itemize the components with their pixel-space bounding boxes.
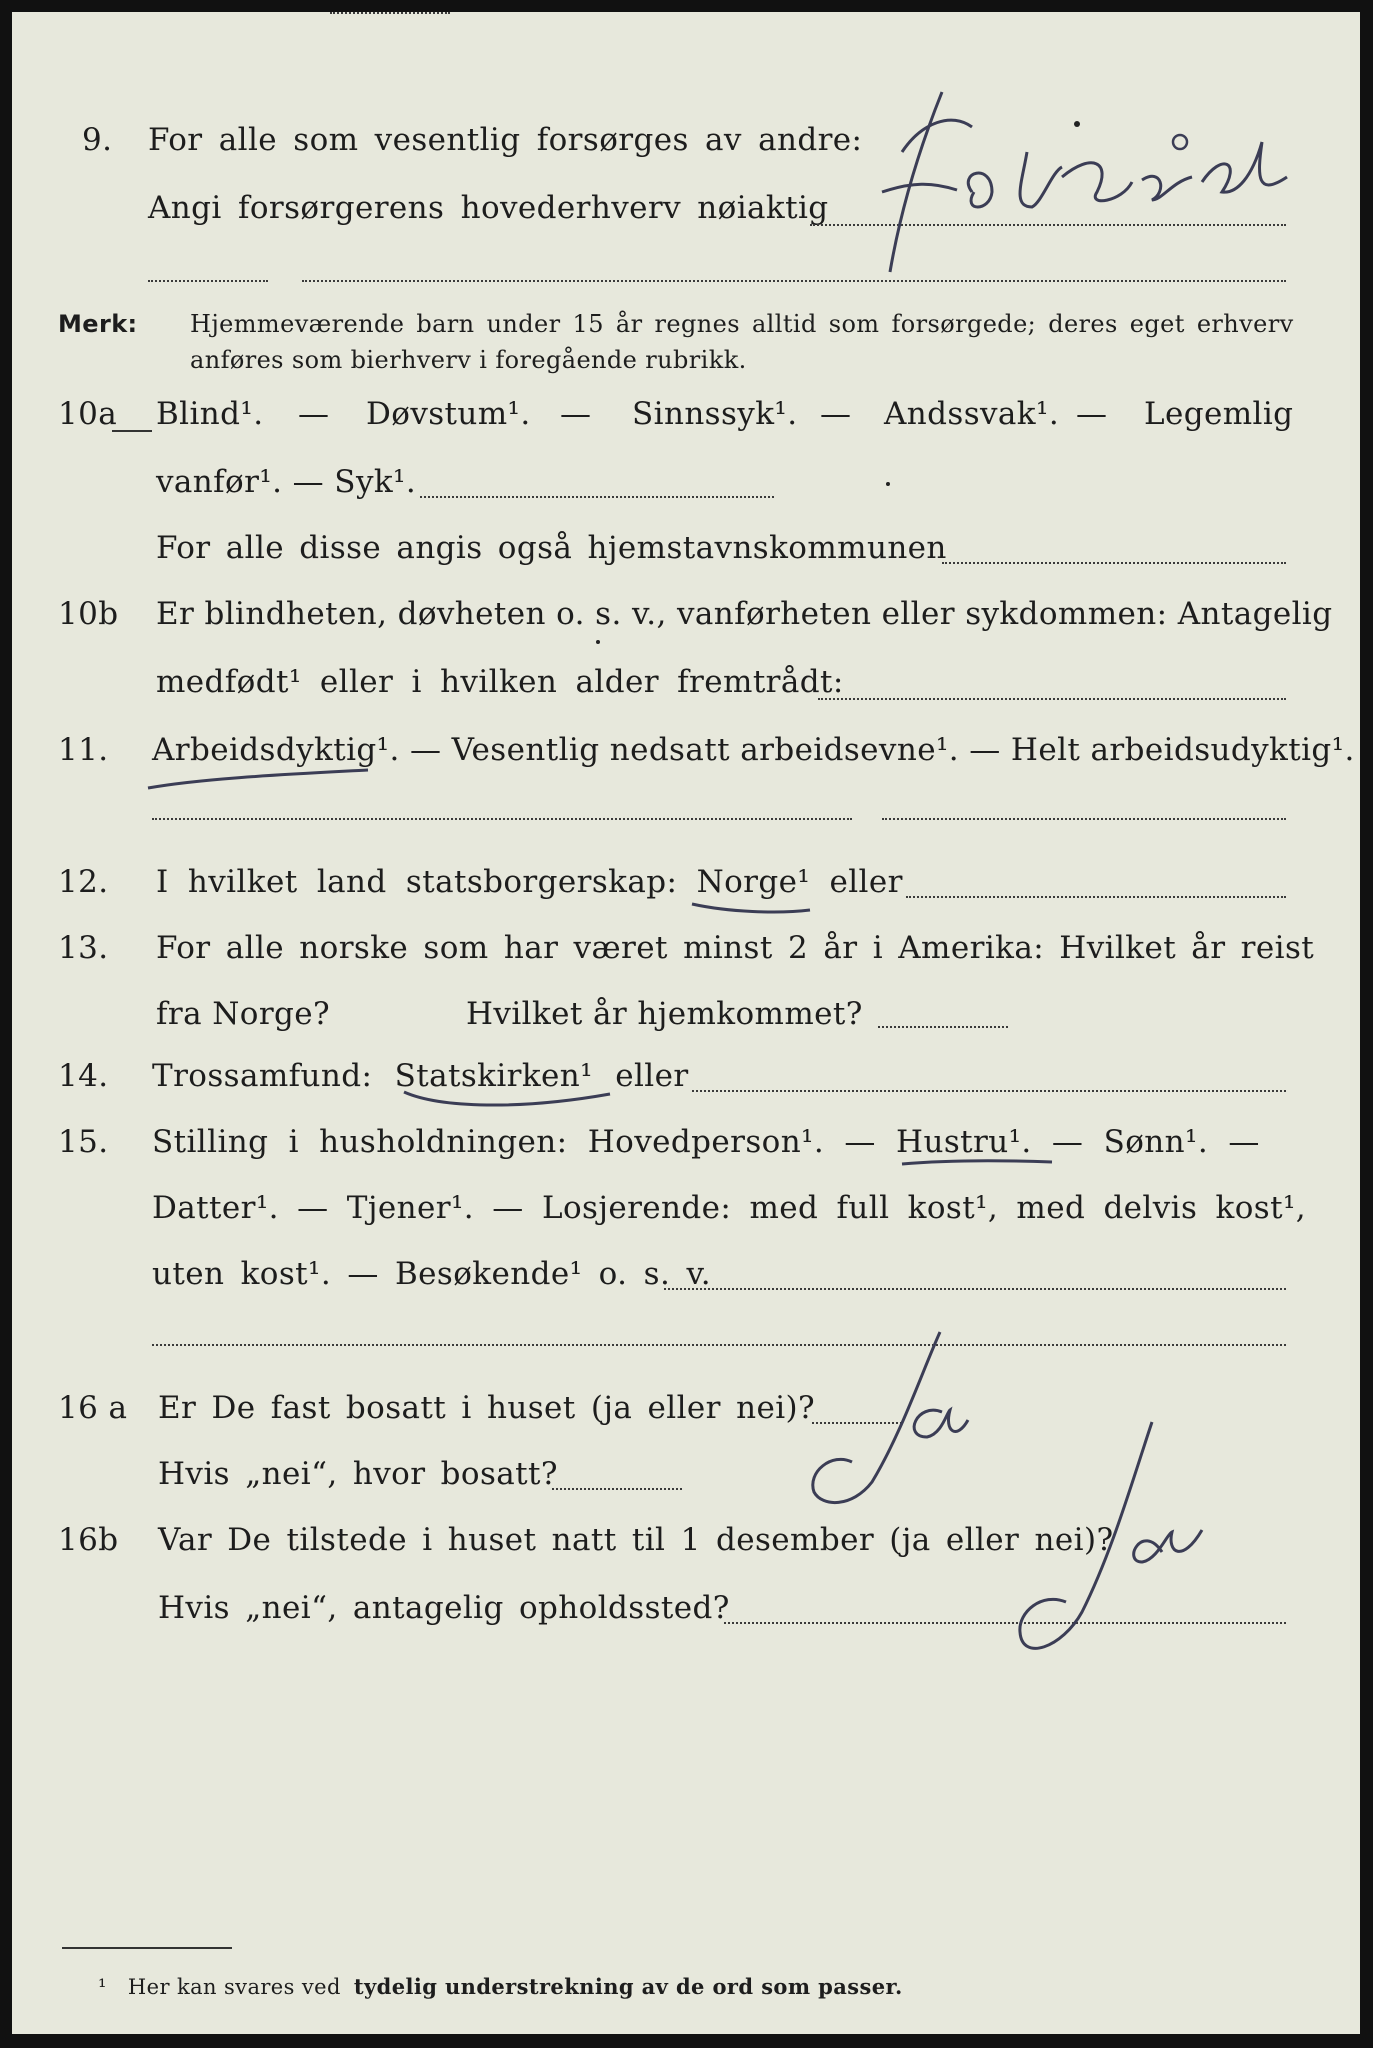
q14-trossamfund-dotline[interactable] bbox=[692, 1090, 1286, 1092]
footnote-rule bbox=[62, 1947, 232, 1949]
q14-statskirken-handwritten-underline bbox=[400, 1084, 620, 1114]
q16a-handwritten-answer bbox=[792, 1312, 992, 1512]
q12-norge-handwritten-underline bbox=[688, 896, 818, 920]
q10a-dash2: — bbox=[560, 396, 592, 432]
ink-speck-2 bbox=[596, 640, 600, 644]
q15-hustru-handwritten-underline bbox=[898, 1154, 1058, 1178]
ink-speck bbox=[886, 482, 890, 486]
q10a-number: 10a bbox=[58, 396, 118, 432]
q13-number: 13. bbox=[58, 930, 109, 966]
q10a-dash1: — bbox=[298, 396, 330, 432]
q12-number: 12. bbox=[58, 864, 109, 900]
q15-stilling-dotline[interactable] bbox=[664, 1288, 1286, 1290]
q10a-number-underline bbox=[112, 430, 152, 432]
q9-text-line2: Angi forsørgerens hovederhverv nøiaktig bbox=[148, 190, 829, 226]
census-form-page bbox=[12, 12, 1360, 2034]
q9-handwriting-strokes bbox=[862, 82, 1302, 282]
q16a-hvor-dotline[interactable] bbox=[552, 1488, 682, 1490]
q10b-text-line1: Er blindheten, døvheten o. s. v., vanførheten eller sykdommen: Antagelig bbox=[156, 596, 1333, 632]
q16b-text-line2: Hvis „nei“, antagelig opholdssted? bbox=[158, 1590, 730, 1626]
q9-text-line1: For alle som vesentlig forsørges av andre: bbox=[148, 122, 863, 158]
q15-text-line1: Stilling i husholdningen: Hovedperson¹. — Hustru¹. — Sønn¹. — bbox=[152, 1124, 1260, 1160]
q10a-sinnssyk: Sinnssyk¹. bbox=[632, 396, 798, 432]
q10a-dash4: — bbox=[1076, 396, 1108, 432]
q13-reist-dotline[interactable] bbox=[330, 12, 450, 14]
footnote-text-b: tydelig understrekning av de ord som passer. bbox=[353, 1974, 903, 1999]
merk-text-line2: anføres som bierhverv i foregående rubrikk. bbox=[190, 346, 747, 374]
q13-text-line1: For alle norske som har været minst 2 år i Amerika: Hvilket år reist bbox=[156, 930, 1315, 966]
q13-fra-norge: fra Norge? bbox=[156, 996, 331, 1032]
q10b-number: 10b bbox=[58, 596, 119, 632]
merk-label bbox=[58, 306, 138, 342]
q16b-number: 16b bbox=[58, 1522, 119, 1558]
q10a-syk-dotline[interactable] bbox=[420, 496, 774, 498]
q13-hjemkommet: Hvilket år hjemkommet? bbox=[466, 996, 863, 1032]
q16a-handwriting-strokes bbox=[792, 1312, 992, 1512]
q14-text-line1: Trossamfund: Statskirken¹ eller bbox=[152, 1058, 689, 1094]
q15-text-line2: Datter¹. — Tjener¹. — Losjerende: med full kost¹, med delvis kost¹, bbox=[152, 1190, 1307, 1226]
q11-dotline-a[interactable] bbox=[152, 818, 852, 820]
q10a-dash3: — bbox=[820, 396, 852, 432]
footnote-text-a: Her kan svares ved bbox=[127, 1975, 341, 1999]
q10a-legemlig: Legemlig bbox=[1144, 396, 1294, 432]
q10a-text-line3: For alle disse angis også hjemstavnskommunen bbox=[156, 530, 947, 566]
q11-number: 11. bbox=[58, 732, 109, 768]
q16b-handwritten-answer bbox=[1002, 1412, 1252, 1672]
q15-text-line3: uten kost¹. — Besøkende¹ o. s. v. bbox=[152, 1256, 711, 1292]
q10a-andssvak: Andssvak¹. bbox=[884, 396, 1060, 432]
q15-number: 15. bbox=[58, 1124, 109, 1160]
footnote-mark: ¹ bbox=[98, 1975, 107, 1999]
footnote bbox=[98, 1974, 903, 1999]
q10a-blind: Blind¹. bbox=[156, 396, 264, 432]
q15-stilling-dotline-2[interactable] bbox=[152, 1344, 1286, 1346]
q13-hjemkommet-dotline[interactable] bbox=[878, 1026, 1008, 1028]
q10b-alder-dotline[interactable] bbox=[818, 698, 1286, 700]
q16a-number: 16 a bbox=[58, 1390, 128, 1426]
q10a-hjemstavn-dotline[interactable] bbox=[942, 562, 1286, 564]
q9-answer-dotline-2[interactable] bbox=[148, 280, 268, 282]
q10a-dovstum: Døvstum¹. bbox=[366, 396, 531, 432]
q12-land-dotline[interactable] bbox=[906, 896, 1286, 898]
q16a-text-line1: Er De fast bosatt i huset (ja eller nei)? bbox=[158, 1390, 816, 1426]
q10a-text-line2: vanfør¹. — Syk¹. bbox=[156, 464, 417, 500]
q16b-text-line1: Var De tilstede i huset natt til 1 desember (ja eller nei)? bbox=[158, 1522, 1114, 1558]
q11-text-line1: Arbeidsdyktig¹. — Vesentlig nedsatt arbeidsevne¹. — Helt arbeidsudyktig¹. bbox=[152, 732, 1355, 768]
merk-label-text: Merk: bbox=[58, 310, 138, 338]
q10b-text-line2: medfødt¹ eller i hvilken alder fremtrådt: bbox=[156, 664, 844, 700]
q12-text-line1: I hvilket land statsborgerskap: Norge¹ eller bbox=[156, 864, 903, 900]
q11-arbeidsdyktig-handwritten-underline bbox=[144, 764, 384, 794]
q9-number: 9. bbox=[82, 122, 113, 158]
merk-text-line1: Hjemmeværende barn under 15 år regnes alltid som forsørgede; deres eget erhverv bbox=[190, 310, 1294, 338]
q16a-text-line2: Hvis „nei“, hvor bosatt? bbox=[158, 1456, 558, 1492]
q9-handwritten-answer bbox=[862, 82, 1302, 282]
q11-dotline-b[interactable] bbox=[882, 818, 1286, 820]
q16b-handwriting-strokes bbox=[1002, 1412, 1252, 1672]
q14-number: 14. bbox=[58, 1058, 109, 1094]
